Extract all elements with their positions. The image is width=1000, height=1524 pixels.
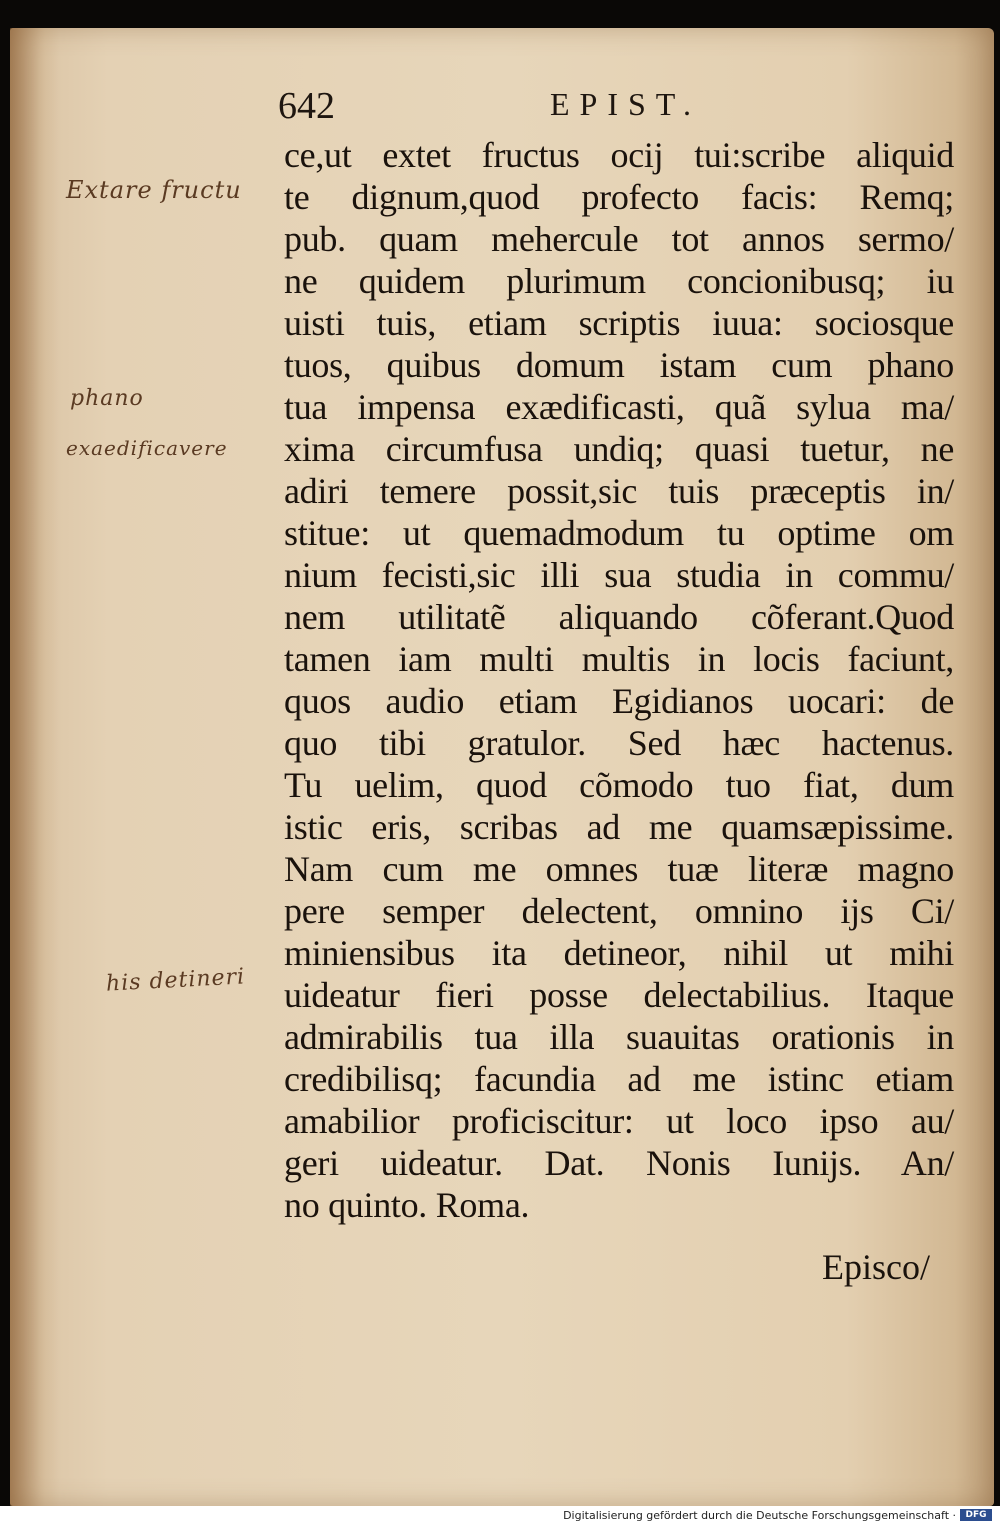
text-line: quos audio etiam Egidianos uocari: de xyxy=(284,681,954,721)
text-line: istic eris, scribas ad me quamsæpissime. xyxy=(284,807,954,847)
text-line: ne quidem plurimum concionibusq; iu xyxy=(284,261,954,301)
text-line: Tu uelim, quod cõmodo tuo fiat, dum xyxy=(284,765,954,805)
text-line: pub. quam mehercule tot annos sermo/ xyxy=(284,219,954,259)
text-line: nem utilitatẽ aliquando cõferant.Quod xyxy=(284,597,954,637)
text-line: xima circumfusa undiq; quasi tuetur, ne xyxy=(284,429,954,469)
body-text xyxy=(284,134,954,1226)
text-line: miniensibus ita detineor, nihil ut mihi xyxy=(284,933,954,973)
text-line: no quinto. Roma. xyxy=(284,1185,530,1225)
marginal-note: phano xyxy=(70,386,144,411)
text-line: tuos, quibus domum istam cum phano xyxy=(284,345,954,385)
marginal-note: Extare fructu xyxy=(66,176,242,204)
text-line: pere semper delectent, omnino ijs Ci/ xyxy=(284,891,954,931)
text-line: uisti tuis, etiam scriptis iuua: sociosque xyxy=(284,303,954,343)
text-line: te dignum,quod profecto facis: Remq; xyxy=(284,177,954,217)
text-line: stitue: ut quemadmodum tu optime om xyxy=(284,513,954,553)
text-line: tamen iam multi multis in locis faciunt, xyxy=(284,639,954,679)
text-line: tua impensa exædificasti, quã sylua ma/ xyxy=(284,387,954,427)
marginal-note: exaedificavere xyxy=(66,436,228,460)
text-line: adiri temere possit,sic tuis præceptis in/ xyxy=(284,471,954,511)
page-number: 642 xyxy=(278,85,335,127)
text-line: amabilior proficiscitur: ut loco ipso au/ xyxy=(284,1101,954,1141)
digitization-footer xyxy=(0,1506,1000,1524)
funding-credit: Digitalisierung gefördert durch die Deutsche Forschungsgemeinschaft · xyxy=(563,1509,956,1522)
running-title: EPIST. xyxy=(550,86,701,122)
catchword: Episco/ xyxy=(822,1247,930,1287)
marginal-note: his detineri xyxy=(105,964,246,997)
book-page xyxy=(10,28,994,1506)
text-line: Nam cum me omnes tuæ literæ magno xyxy=(284,849,954,889)
text-line: quo tibi gratulor. Sed hæc hactenus. xyxy=(284,723,954,763)
text-line: geri uideatur. Dat. Nonis Iunijs. An/ xyxy=(284,1143,954,1183)
page-gutter-shadow xyxy=(10,28,60,1506)
text-line: credibilisq; facundia ad me istinc etiam xyxy=(284,1059,954,1099)
text-line: uideatur fieri posse delectabilius. Itaque xyxy=(284,975,954,1015)
text-line: nium fecisti,sic illi sua studia in commu/ xyxy=(284,555,954,595)
dfg-logo: DFG xyxy=(960,1509,992,1521)
text-line: ce,ut extet fructus ocij tui:scribe aliquid xyxy=(284,135,954,175)
running-head xyxy=(10,80,994,140)
text-line: admirabilis tua illa suauitas orationis in xyxy=(284,1017,954,1057)
